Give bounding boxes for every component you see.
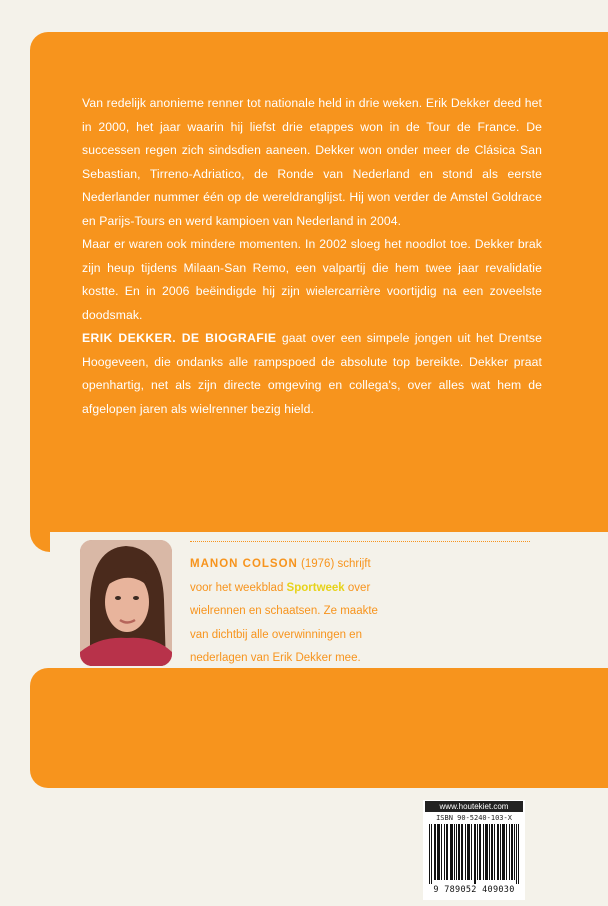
- author-name: MANON COLSON: [190, 558, 298, 570]
- author-line-1: [190, 553, 390, 577]
- publisher-url: www.houtekiet.com: [425, 801, 523, 812]
- author-line-5: nederlagen van Erik Dekker mee.: [190, 652, 361, 664]
- author-bio: [190, 553, 390, 671]
- author-line-2: [190, 577, 390, 601]
- blurb-paragraph-3: [82, 327, 542, 421]
- blurb-text: [82, 92, 542, 421]
- author-line-2-post: over: [344, 581, 371, 594]
- barcode-block: [423, 800, 525, 900]
- ean-number: 9 789052 409030: [433, 885, 515, 895]
- author-year: (1976) schrijft: [297, 558, 371, 570]
- author-photo: [80, 540, 172, 666]
- magazine-name: Sportweek: [286, 581, 345, 594]
- blurb-paragraph-2: Maar er waren ook mindere momenten. In 2002 sloeg het noodlot toe. Dekker brak zijn heup tijdens Milaan-San Remo, een valpartij die hem twee jaar revalidatie kostte. En in 2006 beëindigde hij zijn wielercarrière voortijdig na een zoveelste doodsmak.: [82, 237, 542, 322]
- blurb-paragraph-1: Van redelijk anonieme renner tot nationale held in drie weken. Erik Dekker deed het in 2000, het jaar waarin hij liefst drie etappes won in de Tour de France. De successen regen zich sindsdien aaneen. Dekker won onder meer de Clásica San Sebastian, Tirreno-Adriatico, de Ronde van Nederland en stond als eerste Nederlander nummer één op de wereldranglijst. Hij won verder de Amstel Goldrace en Parijs-Tours en werd kampioen van Nederland in 2004.: [82, 96, 542, 228]
- book-title-caps: ERIK DEKKER. DE BIOGRAFIE: [82, 331, 277, 345]
- divider-top: [190, 541, 530, 542]
- barcode-bars: [429, 824, 519, 884]
- isbn-number: ISBN 90-5240-103-X: [436, 814, 512, 822]
- author-line-4: van dichtbij alle overwinningen en: [190, 628, 362, 641]
- author-line-3: wielrennen en schaatsen. Ze maakte: [190, 605, 378, 617]
- orange-bottom-panel: [30, 668, 608, 788]
- author-line-2-pre: voor het weekblad: [190, 581, 287, 594]
- blurb-paragraph-3-rest: gaat over een simpele jongen uit het Drentse Hoogeveen, die ondanks alle rampspoed de absolute top bereikte. Dekker praat openhartig, net als zijn directe omgeving en collega's, over alles wat hem de afgelopen jaren als wielrenner bezig hield.: [82, 331, 542, 416]
